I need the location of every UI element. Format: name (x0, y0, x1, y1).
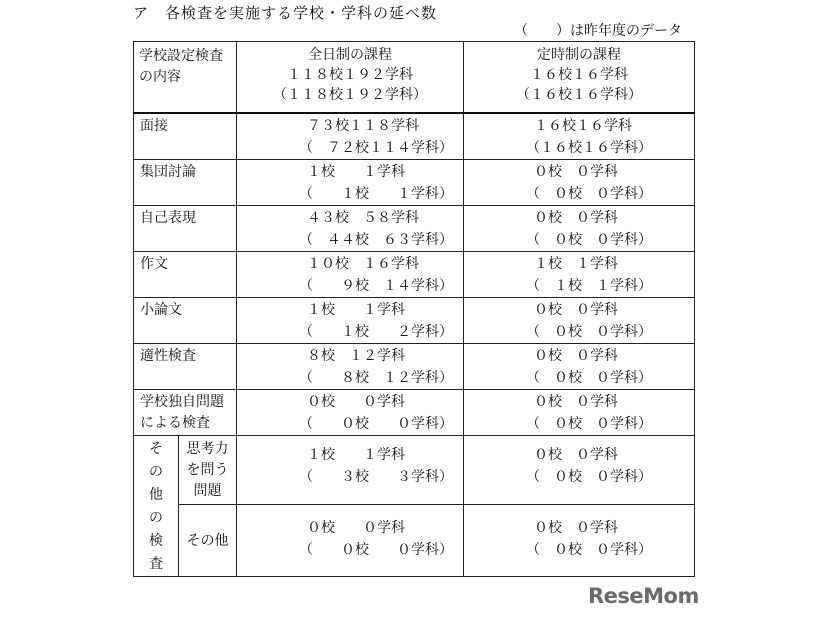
part-time-cell: ０校 ０学科 （ ０校 ０学科） (464, 206, 695, 252)
page-heading: ア 各検査を実施する学校・学科の延べ数 (133, 4, 438, 22)
part-time-cell: １６校１６学科 （１６校１６学科） (464, 113, 695, 160)
full-time-total: １１８校１９２学科 (287, 67, 413, 83)
header-label-line: 学校設定検査 (139, 48, 223, 64)
row-label: 学校独自問題 による検査 (134, 390, 237, 436)
previous-year-note: （ ）は昨年度のデータ (514, 23, 682, 39)
row-label: 面接 (134, 113, 237, 160)
full-time-total-prev: （１１８校１９２学科） (273, 87, 427, 103)
table-row (134, 206, 695, 252)
part-time-total-prev: （１６校１６学科） (516, 87, 642, 103)
full-time-cell: ４３校 ５８学科 （ ４４校 ６３学科） (237, 206, 464, 252)
part-time-cell: １校 １学科 （ １校 １学科） (464, 252, 695, 298)
part-time-total: １６校１６学科 (530, 67, 628, 83)
part-time-header (464, 42, 695, 114)
full-time-cell: ０校 ０学科 （ ０校 ０学科） (237, 390, 464, 436)
header-label-line: の内容 (139, 69, 181, 85)
header-label-cell (134, 42, 237, 114)
row-label: 自己表現 (134, 206, 237, 252)
table-row (134, 344, 695, 390)
header-row (134, 42, 695, 114)
table-row-other-thinking (134, 436, 695, 505)
full-time-cell: １校 １学科 （ １校 ２学科） (237, 298, 464, 344)
full-time-cell: ８校 １２学科 （ ８校 １２学科） (237, 344, 464, 390)
table-row (134, 252, 695, 298)
row-label: 小論文 (134, 298, 237, 344)
full-time-cell: ７３校１１８学科 （ ７２校１１４学科） (237, 113, 464, 160)
misc-label: その他 (179, 505, 237, 577)
full-time-cell: １校 １学科 （ １校 １学科） (237, 160, 464, 206)
resemom-logo: ReseMom (588, 584, 699, 608)
part-time-cell: ０校 ０学科 （ ０校 ０学科） (464, 505, 695, 577)
inspection-table (133, 41, 695, 577)
full-time-title: 全日制の課程 (308, 47, 392, 63)
full-time-cell: １校 １学科 （ ３校 ３学科） (237, 436, 464, 505)
row-label: 適性検査 (134, 344, 237, 390)
full-time-cell: １０校 １６学科 （ ９校 １４学科） (237, 252, 464, 298)
part-time-cell: ０校 ０学科 （ ０校 ０学科） (464, 344, 695, 390)
part-time-title: 定時制の課程 (537, 47, 621, 63)
part-time-cell: ０校 ０学科 （ ０校 ０学科） (464, 298, 695, 344)
part-time-cell: ０校 ０学科 （ ０校 ０学科） (464, 390, 695, 436)
table-row (134, 113, 695, 160)
part-time-cell: ０校 ０学科 （ ０校 ０学科） (464, 160, 695, 206)
row-label: 作文 (134, 252, 237, 298)
table-row (134, 160, 695, 206)
table-row-other-misc (134, 505, 695, 577)
full-time-cell: ０校 ０学科 （ ０校 ０学科） (237, 505, 464, 577)
table-row (134, 390, 695, 436)
thinking-label: 思考力 を問う 問題 (179, 436, 237, 505)
row-label: 集団討論 (134, 160, 237, 206)
part-time-cell: ０校 ０学科 （ ０校 ０学科） (464, 436, 695, 505)
full-time-header (237, 42, 464, 114)
table-row (134, 298, 695, 344)
other-inspection-label: そ の 他 の 検 査 (134, 436, 179, 577)
